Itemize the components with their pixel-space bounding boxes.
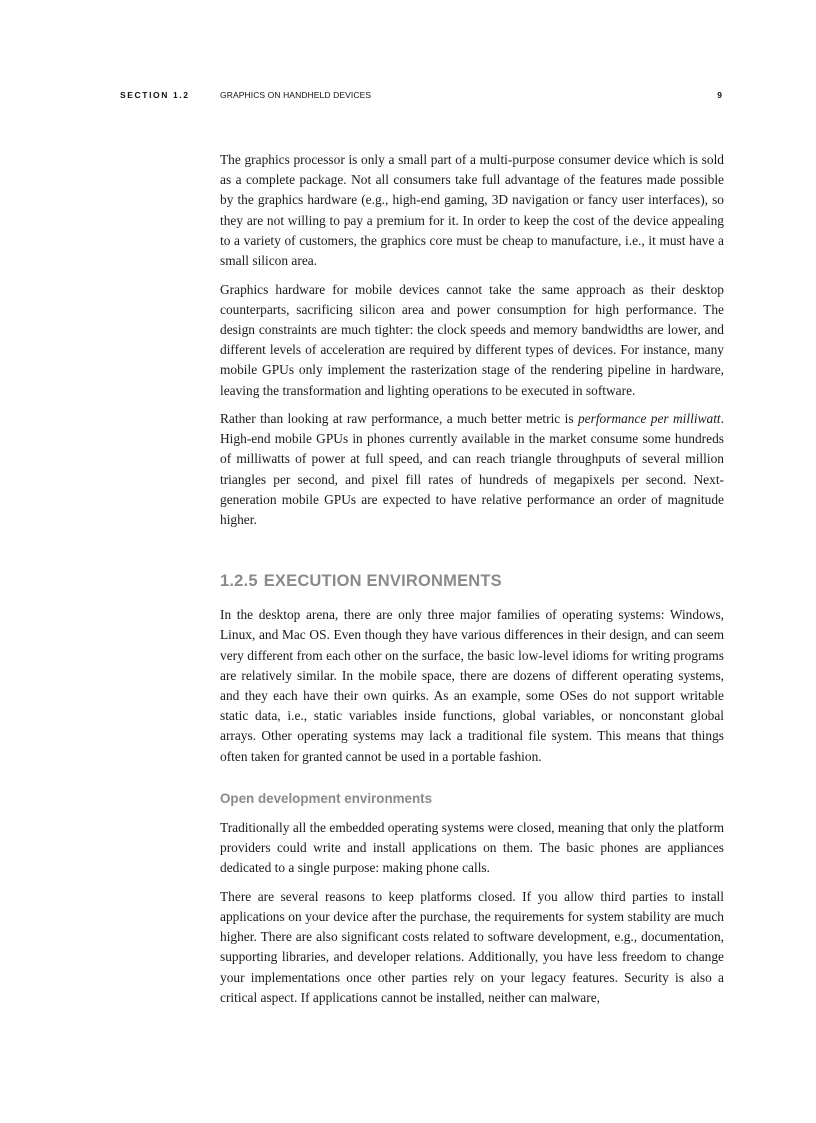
running-header <box>120 90 724 104</box>
body-text <box>220 150 724 1016</box>
paragraph: There are several reasons to keep platforms closed. If you allow third parties to install applications on your device after the purchase, the requirements for system stability are much higher. There are also significant costs related to software development, e.g., documentation, supporting libraries, and developer relations. Additionally, you have less freedom to change your implementations once other parties rely on your legacy features. Security is also a critical aspect. If applications cannot be installed, neither can malware, <box>220 888 724 1005</box>
paragraph: In the desktop arena, there are only three major families of operating systems: Windows, Linux, and Mac OS. Even though they have various differences in their design, and can seem very different from each other on the surface, the basic low-level idioms for writing programs are relatively similar. In the mobile space, there are dozens of different operating systems, and they each have their own quirks. As an example, some OSes do not support writable static data, i.e., static variables inside functions, global variables, or nonconstant global arrays. Other operating systems may lack a traditional file system. This means that things often taken for granted cannot be used in a portable fashion. <box>220 607 724 764</box>
header-section-label: SECTION 1.2 <box>120 90 190 100</box>
subsection-heading: Open development environments <box>220 790 433 806</box>
header-chapter-title: GRAPHICS ON HANDHELD DEVICES <box>220 90 372 100</box>
paragraph: Graphics hardware for mobile devices cannot take the same approach as their desktop counterparts, sacrificing silicon area and power consumption for high performance. The design constraints are much tighter: the clock speeds and memory bandwidths are lower, and different levels of acceleration are required by different types of devices. For instance, many mobile GPUs only implement the rasterization stage of the rendering pipeline in hardware, leaving the transformation and lighting operations to be executed in software. <box>220 281 724 398</box>
paragraph: Traditionally all the embedded operating systems were closed, meaning that only the platform providers could write and install applications on them. The basic phones are appliances dedicated to a single purpose: making phone calls. <box>220 819 724 876</box>
paragraph <box>220 409 724 530</box>
page-number: 9 <box>717 90 722 100</box>
section-number: 1.2.5 <box>220 572 258 591</box>
paragraph-text: . High-end mobile GPUs in phones currently available in the market consume some hundreds of milliwatts of power at full speed, and can reach triangle throughputs of several million triangles per second, and pixel fill rates of hundreds of megapixels per second. Next-generation mobile GPUs are expected to have relative performance an order of magnitude higher. <box>220 411 724 528</box>
section-title: EXECUTION ENVIRONMENTS <box>263 572 502 591</box>
section-heading <box>220 571 724 591</box>
paragraph: The graphics processor is only a small part of a multi-purpose consumer device which is sold as a complete package. Not all consumers take full advantage of the features made possible by the graphics hardware (e.g., high-end gaming, 3D navigation or fancy user interfaces), so they are not willing to pay a premium for it. In order to keep the cost of the device appealing to a variety of customers, the graphics core must be cheap to manufacture, i.e., it must have a small silicon area. <box>220 152 724 269</box>
paragraph-text: Rather than looking at raw performance, a much better metric is <box>220 411 578 427</box>
emphasized-term: performance per milliwatt <box>577 411 721 427</box>
